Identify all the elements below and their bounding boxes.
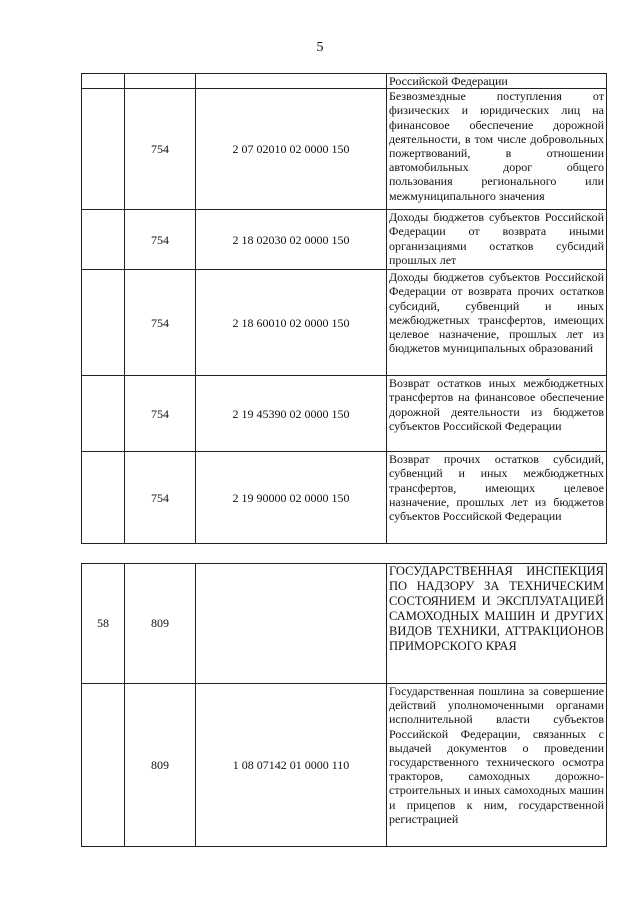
row-number-cell — [82, 210, 125, 270]
admin-code-cell: 809 — [125, 564, 196, 684]
revenue-table-part1 — [81, 73, 607, 544]
admin-code-cell: 754 — [125, 376, 196, 452]
admin-code-cell: 809 — [125, 684, 196, 847]
revenue-name-cell: Возврат остатков иных межбюджетных трансфертов на финансовое обеспечение дорожной деятельности из бюджетов субъектов Российской Федерации — [387, 376, 607, 452]
revenue-name-cell: Безвозмездные поступления от физических и юридических лиц на финансовое обеспечение дорожной деятельности, в том числе добровольных пожертвований, в отношении автомобильных дорог общего пользования регионального или межмуниципального значения — [387, 89, 607, 210]
revenue-table-part2 — [81, 563, 607, 847]
budget-code-cell: 2 07 02010 02 0000 150 — [196, 89, 387, 210]
revenue-name-cell: Доходы бюджетов субъектов Российской Федерации от возврата прочих остатков субсидий, субвенций и иных межбюджетных трансфертов, имеющих целевое назначение, прошлых лет из бюджетов муниципальных образований — [387, 270, 607, 376]
budget-code-cell — [196, 74, 387, 89]
admin-code-cell: 754 — [125, 270, 196, 376]
agency-name-cell: ГОСУДАРСТВЕННАЯ ИНСПЕКЦИЯ ПО НАДЗОРУ ЗА ТЕХНИЧЕСКИМ СОСТОЯНИЕМ И ЭКСПЛУАТАЦИЕЙ САМОХОДНЫХ МАШИН И ДРУГИХ ВИДОВ ТЕХНИКИ, АТТРАКЦИОНОВ ПРИМОРСКОГО КРАЯ — [387, 564, 607, 684]
revenue-name-cell: Российской Федерации — [387, 74, 607, 89]
row-number-cell — [82, 452, 125, 544]
row-number-cell — [82, 684, 125, 847]
table-row — [82, 452, 607, 544]
row-number-cell — [82, 74, 125, 89]
admin-code-cell: 754 — [125, 452, 196, 544]
budget-code-cell — [196, 564, 387, 684]
table-row — [82, 684, 607, 847]
table-row — [82, 564, 607, 684]
budget-code-cell: 2 18 60010 02 0000 150 — [196, 270, 387, 376]
budget-code-cell: 1 08 07142 01 0000 110 — [196, 684, 387, 847]
admin-code-cell: 754 — [125, 210, 196, 270]
revenue-name-cell: Государственная пошлина за совершение действий уполномоченными органами исполнительной власти субъектов Российской Федерации, связанных с выдачей документов о проведении государственного технического осмотра тракторов, самоходных дорожно-строительных и иных самоходных машин и прицепов к ним, государственной регистрацией — [387, 684, 607, 847]
table-row — [82, 74, 607, 89]
budget-code-cell: 2 19 45390 02 0000 150 — [196, 376, 387, 452]
admin-code-cell — [125, 74, 196, 89]
table-row — [82, 376, 607, 452]
page-number: 5 — [316, 40, 324, 55]
table-row — [82, 89, 607, 210]
row-number-cell — [82, 270, 125, 376]
row-number-cell: 58 — [82, 564, 125, 684]
row-number-cell — [82, 376, 125, 452]
table-row — [82, 270, 607, 376]
table-row — [82, 210, 607, 270]
budget-code-cell: 2 18 02030 02 0000 150 — [196, 210, 387, 270]
revenue-name-cell: Доходы бюджетов субъектов Российской Федерации от возврата иными организациями остатков субсидий прошлых лет — [387, 210, 607, 270]
budget-code-cell: 2 19 90000 02 0000 150 — [196, 452, 387, 544]
admin-code-cell: 754 — [125, 89, 196, 210]
row-number-cell — [82, 89, 125, 210]
revenue-name-cell: Возврат прочих остатков субсидий, субвенций и иных межбюджетных трансфертов, имеющих целевое назначение, прошлых лет из бюджетов субъектов Российской Федерации — [387, 452, 607, 544]
